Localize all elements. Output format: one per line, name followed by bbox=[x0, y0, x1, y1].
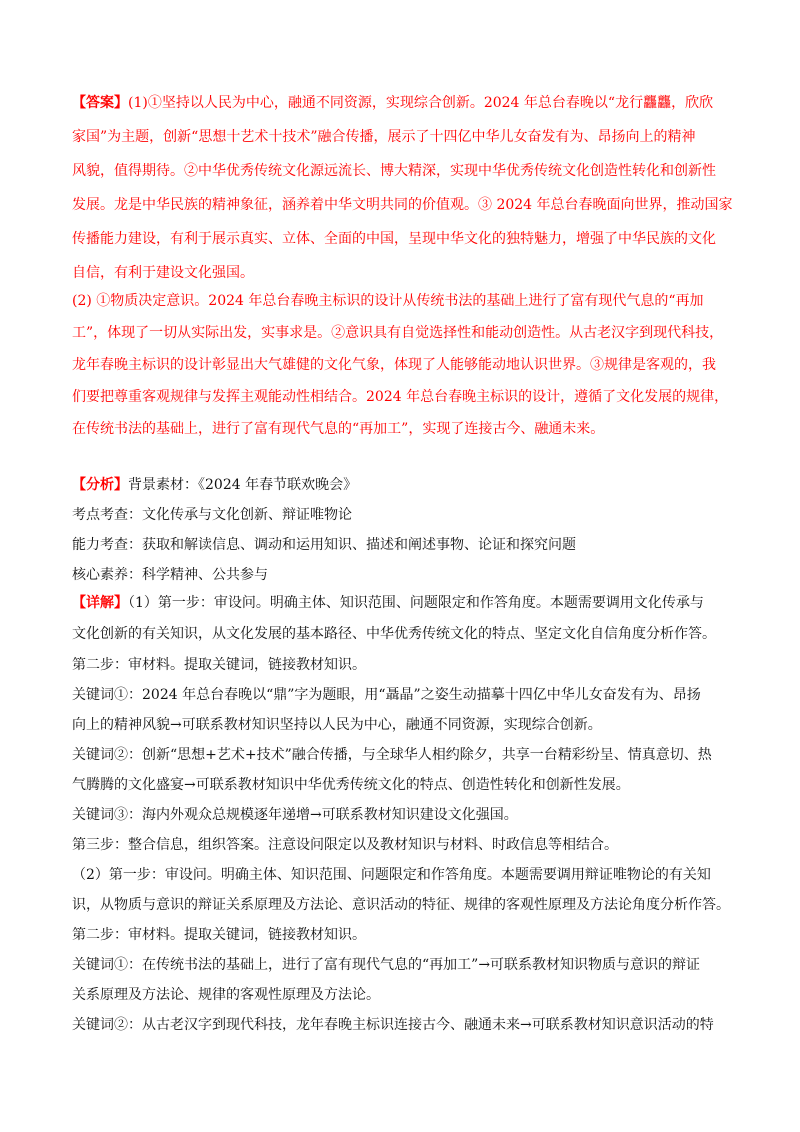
analysis-literacy: 核心素养：科学精神、公共参与 bbox=[72, 567, 268, 583]
analysis-line-background bbox=[72, 476, 734, 494]
detail-line-4: 关键词①：2024 年总台春晚以“鼎”字为题眼，用“聶晶”之姿生动描摹十四亿中华儿女奋发有为、昂扬 bbox=[72, 687, 701, 703]
analysis-label: 【分析】 bbox=[72, 477, 128, 493]
detail-line-7: 气腾腾的文化盛宴→可联系教材知识中华优秀传统文化的特点、创造性转化和创新性发展。 bbox=[72, 777, 630, 793]
detail-line-6: 关键词②：创新“思想+艺术+技术”融合传播，与全球华人相约除夕，共享一台精彩纷呈、情真意切、热 bbox=[72, 747, 712, 763]
answer-line-9: 龙年春晚主标识的设计彰显出大气雄健的文化气象，体现了人能够能动地认识世界。③规律是客观的，我 bbox=[72, 357, 716, 373]
detail-line-12: 第二步：审材料。提取关键词，链接教材知识。 bbox=[72, 927, 366, 943]
detail-line-15: 关键词②：从古老汉字到现代科技，龙年春晚主标识连接古今、融通未来→可联系教材知识意识活动的特 bbox=[72, 1017, 714, 1033]
answer-line-1 bbox=[72, 94, 734, 112]
answer-line-5: 传播能力建设，有利于展示真实、立体、全面的中国，呈现中华文化的独特魅力，增强了中华民族的文化 bbox=[72, 231, 716, 247]
detail-line-8: 关键词③：海内外观众总规模逐年递增→可联系教材知识建设文化强国。 bbox=[72, 807, 518, 823]
detail-label: 【详解】 bbox=[72, 595, 128, 611]
detail-line-9: 第三步：整合信息，组织答案。注意设问限定以及教材知识与材料、时政信息等相结合。 bbox=[72, 837, 618, 853]
answer-line-4: 发展。龙是中华民族的精神象征，涵养着中华文明共同的价值观。③ 2024 年总台春晚面向世界，推动国家 bbox=[72, 197, 733, 213]
detail-line-14: 关系原理及方法论、规律的客观性原理及方法论。 bbox=[72, 987, 380, 1003]
answer-line-3: 风貌，值得期待。②中华优秀传统文化源远流长、博大精深，实现中华优秀传统文化创造性转化和创新性 bbox=[72, 163, 716, 179]
analysis-points: 考点考查：文化传承与文化创新、辩证唯物论 bbox=[72, 507, 352, 523]
detail-text: （1）第一步：审设问。明确主体、知识范围、问题限定和作答角度。本题需要调用文化传承与 bbox=[128, 595, 704, 611]
answer-line-10: 们要把尊重客观规律与发挥主观能动性相结合。2024 年总台春晚主标识的设计，遵循了文化发展的规律， bbox=[72, 389, 729, 405]
answer-line-6: 自信，有利于建设文化强国。 bbox=[72, 265, 254, 281]
analysis-ability: 能力考查：获取和解读信息、调动和运用知识、描述和阐述事物、论证和探究问题 bbox=[72, 537, 576, 553]
detail-line-3: 第二步：审材料。提取关键词，链接教材知识。 bbox=[72, 657, 366, 673]
detail-line-11: 识，从物质与意识的辩证关系原理及方法论、意识活动的特征、规律的客观性原理及方法论角度分析作答。 bbox=[72, 897, 730, 913]
answer-line-8: 工”，体现了一切从实际出发，实事求是。②意识具有自觉选择性和能动创造性。从古老汉字到现代科技， bbox=[72, 325, 724, 341]
detail-line-1 bbox=[72, 594, 734, 612]
answer-line-7: (2) ①物质决定意识。2024 年总台春晚主标识的设计从传统书法的基础上进行了富有现代气息的“再加 bbox=[72, 293, 704, 309]
answer-label: 【答案】 bbox=[72, 95, 128, 111]
analysis-background: 背景素材：《2024 年春节联欢晚会》 bbox=[128, 477, 358, 493]
detail-line-13: 关键词①：在传统书法的基础上，进行了富有现代气息的“再加工”→可联系教材知识物质与意识的辩证 bbox=[72, 957, 701, 973]
answer-text: (1)①坚持以人民为中心，融通不同资源，实现综合创新。2024 年总台春晚以“龙行龘龘，欣欣 bbox=[128, 95, 714, 111]
detail-line-5: 向上的精神风貌→可联系教材知识坚持以人民为中心，融通不同资源，实现综合创新。 bbox=[72, 717, 602, 733]
answer-line-11: 在传统书法的基础上，进行了富有现代气息的“再加工”，实现了连接古今、融通未来。 bbox=[72, 421, 605, 437]
answer-line-2: 家国”为主题，创新“思想十艺术十技术”融合传播，展示了十四亿中华儿女奋发有为、昂扬向上的精神 bbox=[72, 129, 696, 145]
detail-line-2: 文化创新的有关知识，从文化发展的基本路径、中华优秀传统文化的特点、坚定文化自信角度分析作答。 bbox=[72, 626, 716, 642]
detail-line-10: （2）第一步：审设问。明确主体、知识范围、问题限定和作答角度。本题需要调用辩证唯物论的有关知 bbox=[72, 867, 711, 883]
